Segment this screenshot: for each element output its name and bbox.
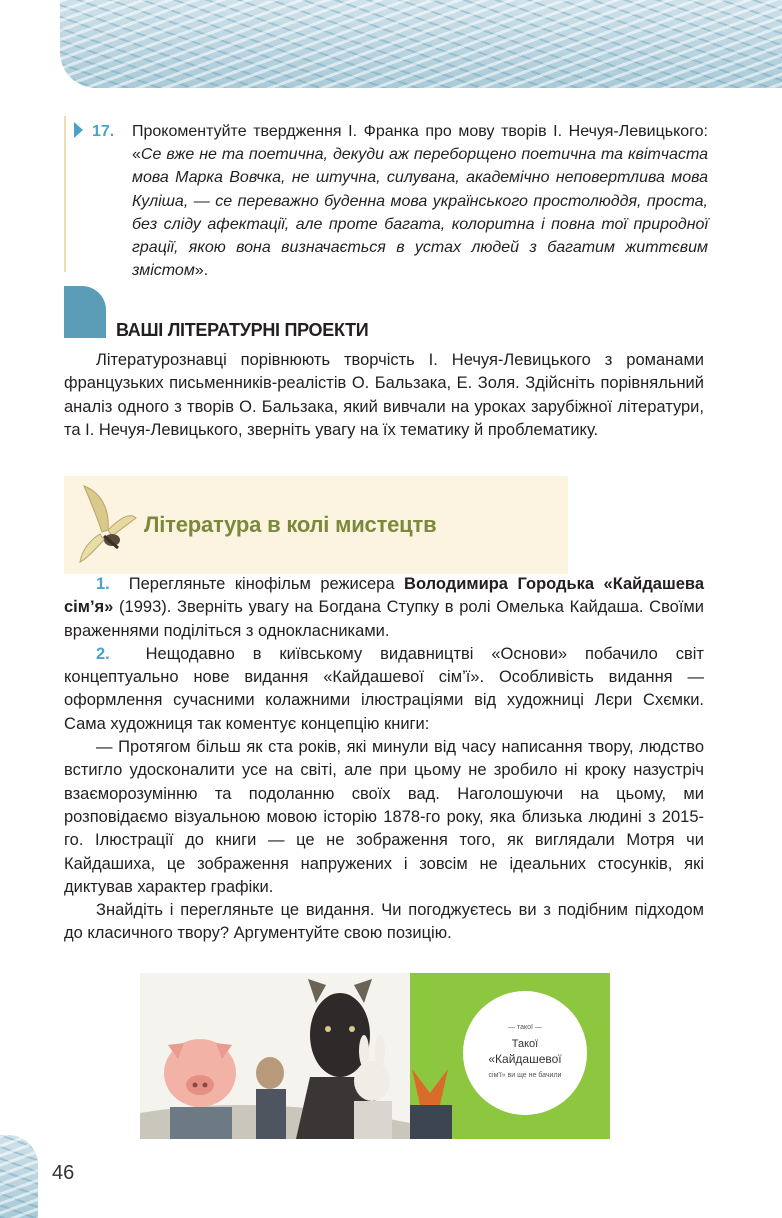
arts-item-1-film: Володимира Городька «Кайдашева сім’я» — [64, 575, 705, 617]
badge-line-3: сім'ї» ви ще не бачили — [488, 1072, 562, 1079]
task-text — [132, 120, 708, 282]
arts-item-2-text: Нещодавно в київському видавництві «Основи» побачило світ концептуально нове видання «Кайдашевої сім’ї». Особливість видання — оформлення сучасними колажними ілюстраціями від художниці Лєри Схємки. Сама художниця так коментує концепцію книги: — [64, 644, 704, 733]
task-number: 17. — [92, 123, 115, 140]
decorative-corner-band — [0, 1135, 38, 1218]
arts-item-1-text-b: (1993). Зверніть увагу на Богдана Ступку в ролі Омелька Кайдаша. Своїми враженнями поділіться з однокласниками. — [64, 598, 704, 640]
arts-heading: Література в колі мистецтв — [144, 512, 437, 537]
projects-heading: ВАШІ ЛІТЕРАТУРНІ ПРОЕКТИ — [116, 320, 369, 340]
collage-artwork — [140, 973, 610, 1139]
projects-text: Літературознавці порівнюють творчість І. Нечуя-Левицького з романами французьких письменників-реалістів О. Бальзака, Е. Золя. Здійсніть порівняльний аналіз одного з творів О. Бальзака, який вивчали на уроках зарубіжної літератури, та І. Нечуя-Левицького, зверніть увагу на їх тематику й проблематику. — [64, 351, 704, 439]
section-marker-block — [64, 286, 106, 338]
decorative-header-band — [60, 0, 782, 88]
arts-item-2 — [64, 643, 704, 736]
arts-item-2-number: 2. — [96, 644, 110, 663]
badge-line-2: «Кайдашевої — [488, 1052, 562, 1066]
projects-paragraph — [64, 349, 704, 442]
task-17 — [64, 116, 720, 280]
task-quote: Се вже не та поетична, декуди аж переборщено поетична та квітчаста мова Марка Вовчка, не штучна, силувана, академічно неповертлива мова Куліша, — се переважно буденна мова українського простолюддя, проста, без сліду афектації, але проте багата, колоритна і повна тої природної грації, якою вона визначається в устах людей з багатим життєвим змістом — [132, 146, 708, 280]
arts-item-1-number: 1. — [96, 575, 110, 593]
page-number: 46 — [52, 1162, 75, 1184]
book-collage-illustration — [140, 973, 610, 1139]
arts-body — [64, 573, 704, 946]
paintbrush-icon — [70, 478, 140, 572]
arts-item-1 — [64, 573, 704, 643]
task-outro: ». — [194, 262, 209, 280]
task-intro: Прокоментуйте твердження І. Франка про мову творів І. Нечуя-Левицького: « — [132, 123, 708, 164]
arts-final-task: Знайдіть і перегляньте це видання. Чи погоджуєтесь ви з подібним підходом до класичного твору? Аргументуйте свою позицію. — [64, 901, 704, 943]
artist-quote: — Протягом більш як ста років, які минули від часу написання твору, людство встигло удосконалити усе на світі, але при цьому не зробило ні кроку назустріч взаєморозумінню та подоланню своїх вад. Наголошуючи на цьому, ми розповідаємо візуальною мовою історію 1878-го року, яка близька людині з 2015-го. Ілюстрації до книги — це не зображення того, як виглядали Мотря чи Кайдашиха, це зображення напружених і зовсім не ідеальних стосунків, які диктував характер графіки. — [64, 738, 704, 896]
triangle-marker-icon — [74, 122, 83, 138]
badge-small-top: — такої — — [508, 1024, 542, 1031]
badge-line-1: Такої — [511, 1038, 539, 1050]
arts-item-1-text-a: Перегляньте кінофільм режисера — [128, 575, 405, 593]
